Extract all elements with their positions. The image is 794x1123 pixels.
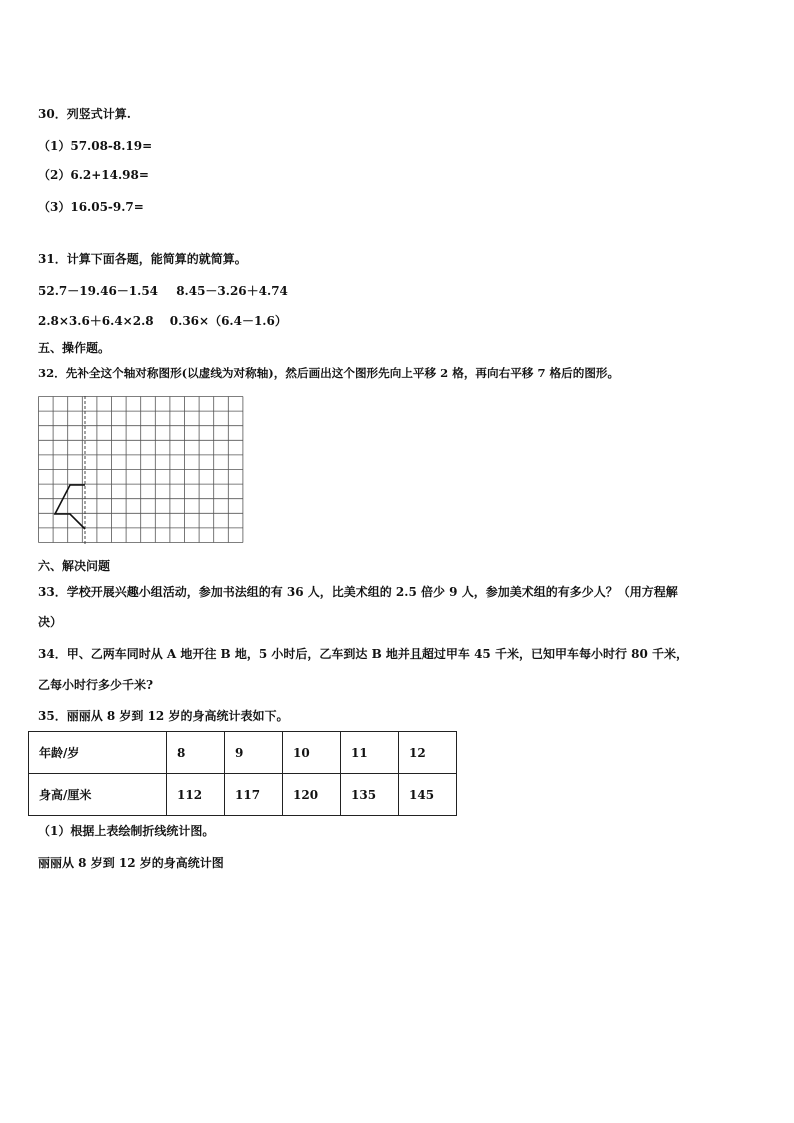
half-figure (55, 485, 85, 529)
q30-item-3: （3）16.05-9.7= (38, 200, 144, 214)
q35-sub-1: （1）根据上表绘制折线统计图。 (38, 824, 215, 838)
height-cell: 112 (167, 774, 225, 816)
age-cell: 8 (167, 732, 225, 774)
q33-line-1: 33．学校开展兴趣小组活动，参加书法组的有 36 人，比美术组的 2.5 倍少 9 人，参加美术组的有多少人？（用方程解 (38, 585, 678, 599)
q31-row-1: 52.7－19.46－1.54 8.45－3.26＋4.74 (38, 284, 288, 298)
q30-title: 30．列竖式计算. (38, 107, 131, 121)
q34-line-1: 34．甲、乙两车同时从 A 地开往 B 地，5 小时后，乙车到达 B 地并且超过甲车 45 千米，已知甲车每小时行 80 千米， (38, 647, 689, 661)
q30-item-1: （1）57.08-8.19= (38, 139, 153, 153)
section-5-title: 五、操作题。 (38, 341, 111, 355)
table-row (29, 732, 457, 774)
q31-row-2: 2.8×3.6＋6.4×2.8 0.36×（6.4－1.6） (38, 314, 287, 328)
height-header: 身高/厘米 (29, 774, 167, 816)
height-table (28, 731, 457, 816)
q32-grid (38, 396, 244, 544)
q34-line-2: 乙每小时行多少千米? (38, 678, 154, 692)
q31-title: 31．计算下面各题，能简算的就简算。 (38, 252, 247, 266)
q32-grid-svg (38, 396, 244, 544)
q33-line-2: 决） (38, 615, 63, 629)
table-row (29, 774, 457, 816)
height-cell: 117 (225, 774, 283, 816)
age-cell: 12 (399, 732, 457, 774)
age-header: 年龄/岁 (29, 732, 167, 774)
q30-item-2: （2）6.2+14.98= (38, 168, 149, 182)
height-cell: 145 (399, 774, 457, 816)
age-cell: 11 (341, 732, 399, 774)
q35-chart-title: 丽丽从 8 岁到 12 岁的身高统计图 (38, 856, 224, 870)
age-cell: 10 (283, 732, 341, 774)
q35-title: 35．丽丽从 8 岁到 12 岁的身高统计表如下。 (38, 709, 289, 723)
age-cell: 9 (225, 732, 283, 774)
section-6-title: 六、解决问题 (38, 559, 111, 573)
height-cell: 135 (341, 774, 399, 816)
height-cell: 120 (283, 774, 341, 816)
q32-title: 32．先补全这个轴对称图形(以虚线为对称轴)，然后画出这个图形先向上平移 2 格，再向右平移 7 格后的图形。 (38, 366, 620, 380)
